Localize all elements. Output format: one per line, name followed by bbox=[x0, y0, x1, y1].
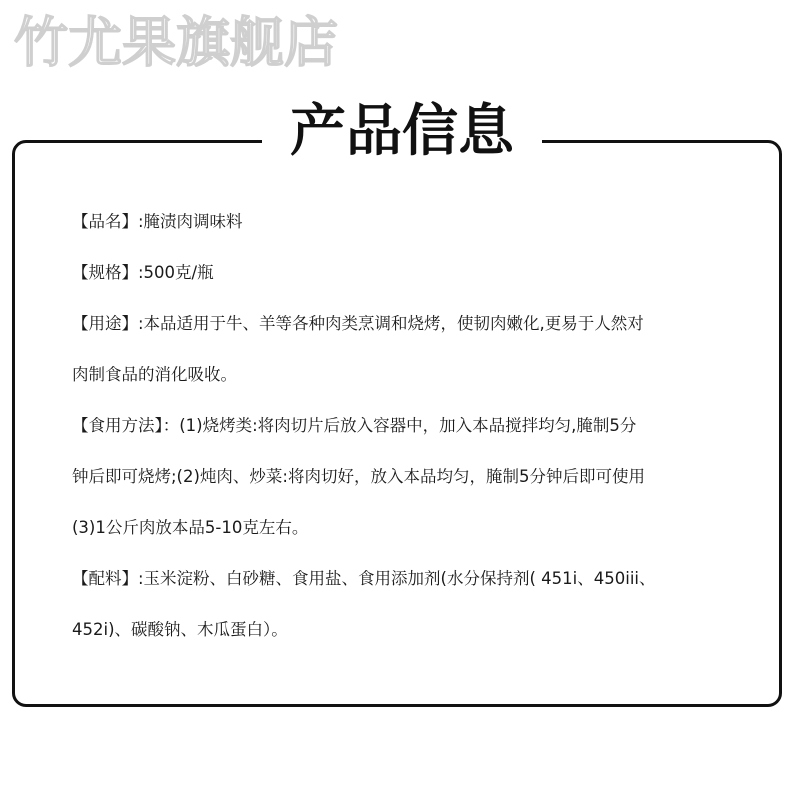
page-title: 产品信息 bbox=[290, 99, 514, 164]
info-line-usage-cont: 肉制食品的消化吸收。 bbox=[72, 365, 237, 384]
product-info-body bbox=[72, 196, 732, 655]
info-line-method-cont-2: (3)1公斤肉放本品5-10克左右。 bbox=[72, 518, 309, 537]
store-watermark: 竹尤果旗舰店 bbox=[14, 11, 338, 74]
info-line-name: 【品名】:腌渍肉调味料 bbox=[72, 212, 243, 231]
info-line-usage: 【用途】:本品适用于牛、羊等各种肉类烹调和烧烤，使韧肉嫩化,更易于人然对 bbox=[72, 314, 644, 333]
info-line-ingredients: 【配料】:玉米淀粉、白砂糖、食用盐、食用添加剂(水分保持剂( 451i、450iii、 bbox=[72, 569, 656, 588]
info-line-method-cont: 钟后即可烧烤;(2)炖肉、炒菜:将肉切好，放入本品均匀，腌制5分钟后即可使用 bbox=[72, 467, 645, 486]
info-line-ingredients-cont: 452i)、碳酸钠、木瓜蛋白）。 bbox=[72, 620, 288, 639]
info-line-method: 【食用方法】：(1)烧烤类:将肉切片后放入容器中，加入本品搅拌均匀,腌制5分 bbox=[72, 416, 637, 435]
info-line-spec: 【规格】:500克/瓶 bbox=[72, 263, 214, 282]
